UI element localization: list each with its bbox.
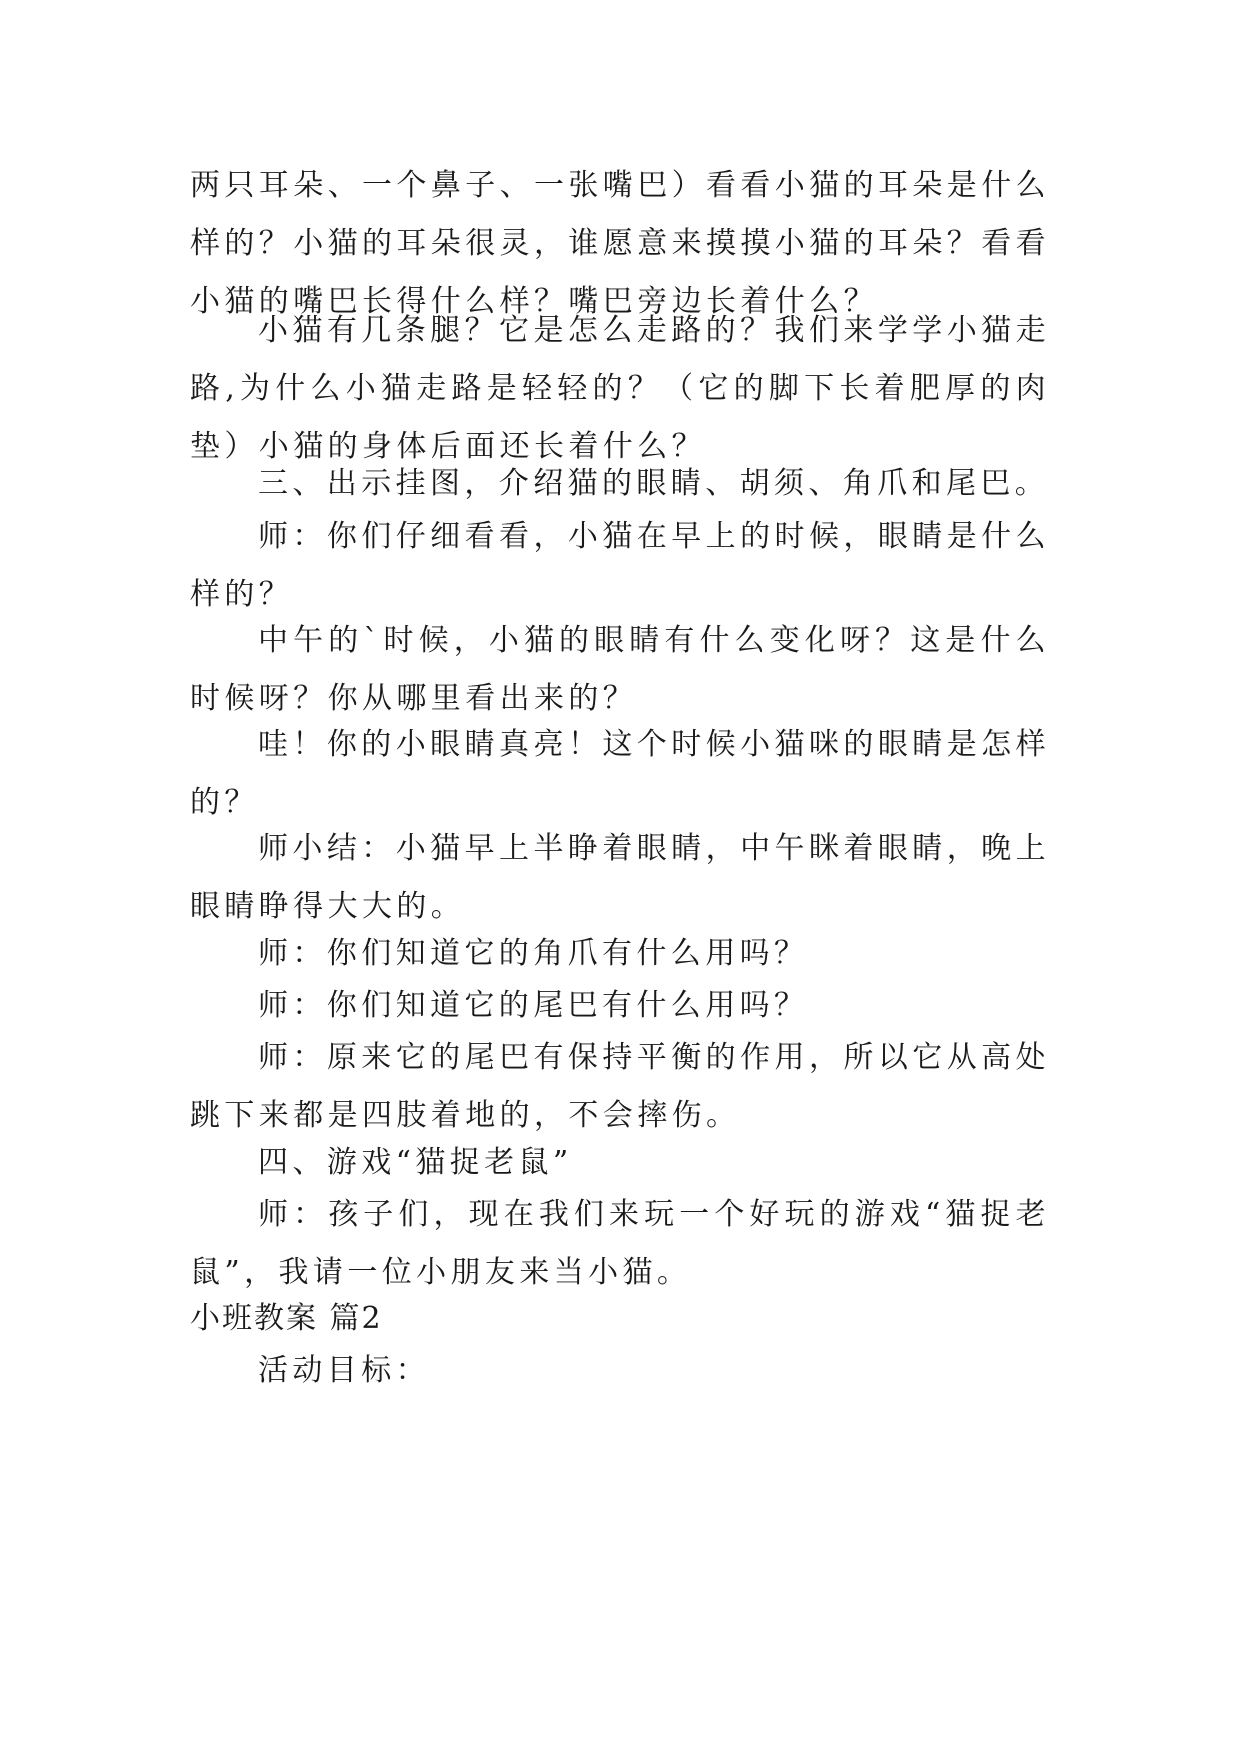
paragraph-cat-legs: 小猫有几条腿？它是怎么走路的？我们来学学小猫走路,为什么小猫走路是轻轻的？（它的脚下长着肥厚的肉垫）小猫的身体后面还长着什么？: [190, 313, 1050, 464]
paragraph-section-four: 四、游戏“猫捉老鼠”: [258, 1145, 573, 1180]
paragraph-cat-face: 两只耳朵、一个鼻子、一张嘴巴）看看小猫的耳朵是什么样的？小猫的耳朵很灵，谁愿意来摸摸小猫的耳朵？看看小猫的嘴巴长得什么样？嘴巴旁边长着什么？: [190, 168, 1050, 319]
paragraph-bright-eyes: 哇！你的小眼睛真亮！这个时候小猫咪的眼睛是怎样的？: [190, 727, 1050, 820]
paragraph-summary: 师小结：小猫早上半睁着眼睛，中午眯着眼睛，晚上眼睛睁得大大的。: [190, 831, 1050, 924]
paragraph-morning-eyes: 师：你们仔细看看，小猫在早上的时候，眼睛是什么样的？: [190, 519, 1050, 612]
paragraph-claws: 师：你们知道它的角爪有什么用吗？: [258, 936, 809, 971]
paragraph-game: 师：孩子们，现在我们来玩一个好玩的游戏“猫捉老鼠”，我请一位小朋友来当小猫。: [190, 1197, 1050, 1290]
section-heading: 小班教案 篇2: [190, 1301, 383, 1336]
paragraph-objectives: 活动目标：: [258, 1353, 430, 1388]
paragraph-section-three: 三、出示挂图，介绍猫的眼睛、胡须、角爪和尾巴。: [258, 466, 1050, 501]
paragraph-noon-eyes: 中午的`时候，小猫的眼睛有什么变化呀？这是什么时候呀？你从哪里看出来的？: [190, 623, 1050, 716]
paragraph-tail: 师：你们知道它的尾巴有什么用吗？: [258, 988, 809, 1023]
paragraph-balance: 师：原来它的尾巴有保持平衡的作用，所以它从高处跳下来都是四肢着地的，不会摔伤。: [190, 1040, 1050, 1133]
